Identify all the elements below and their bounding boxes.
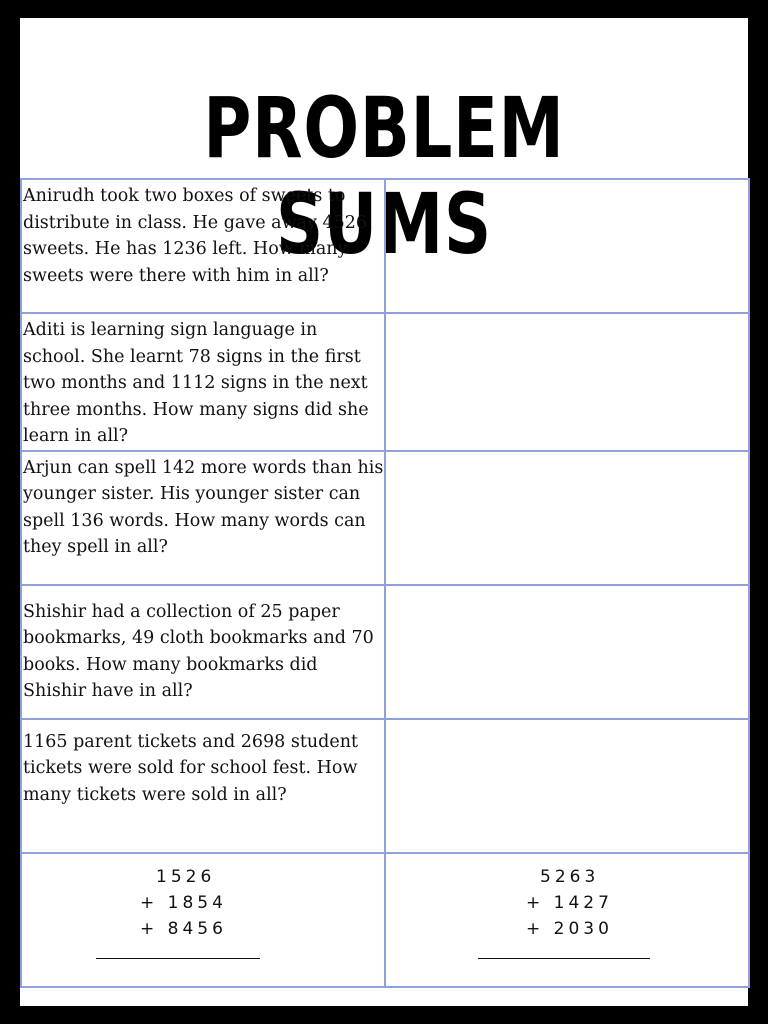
table-row (21, 313, 749, 451)
problem-cell (21, 179, 385, 313)
worksheet (20, 18, 748, 1006)
page-title: PROBLEM SUMS (203, 79, 565, 273)
sum-line: 5263 (540, 866, 600, 887)
sum-cell-right (385, 853, 749, 987)
answer-space (385, 451, 749, 585)
sum-cell-left (21, 853, 385, 987)
problem-text: 1165 parent tickets and 2698 student tickets were sold for school fest. How many tickets were sold in all? (23, 731, 359, 805)
problem-text: Anirudh took two boxes of sweets to distribute in class. He gave away 4526 sweets. He has 1236 left. How many sweets were there with him in all? (23, 186, 368, 286)
answer-line (96, 958, 260, 959)
problem-text: Shishir had a collection of 25 paper bookmarks, 49 cloth bookmarks and 70 books. How many bookmarks did Shishir have in all? (23, 601, 374, 701)
table-row (21, 179, 749, 313)
problem-cell (21, 451, 385, 585)
sum-line: 1526 (156, 866, 216, 887)
answer-space (385, 179, 749, 313)
problem-cell (21, 719, 385, 853)
sum-line: + 1427 (526, 892, 613, 913)
sum-line: + 2030 (526, 918, 613, 939)
problem-cell (21, 585, 385, 719)
table-row (21, 585, 749, 719)
sum-line: + 8456 (140, 918, 227, 939)
table-row (21, 853, 749, 987)
answer-space (385, 313, 749, 451)
problem-text: Aditi is learning sign language in school. She learnt 78 signs in the first two months and 1112 signs in the next three months. How many signs did she learn in all? (23, 320, 369, 446)
answer-line (478, 958, 650, 959)
answer-space (385, 585, 749, 719)
problem-cell (21, 313, 385, 451)
vertical-sum (22, 864, 384, 959)
table-row (21, 719, 749, 853)
problem-table (20, 178, 750, 988)
sum-line: + 1854 (140, 892, 227, 913)
table-row (21, 451, 749, 585)
problem-text: Arjun can spell 142 more words than his younger sister. His younger sister can spell 136 words. How many words can they spell in all? (23, 457, 384, 557)
vertical-sum (386, 864, 748, 959)
answer-space (385, 719, 749, 853)
